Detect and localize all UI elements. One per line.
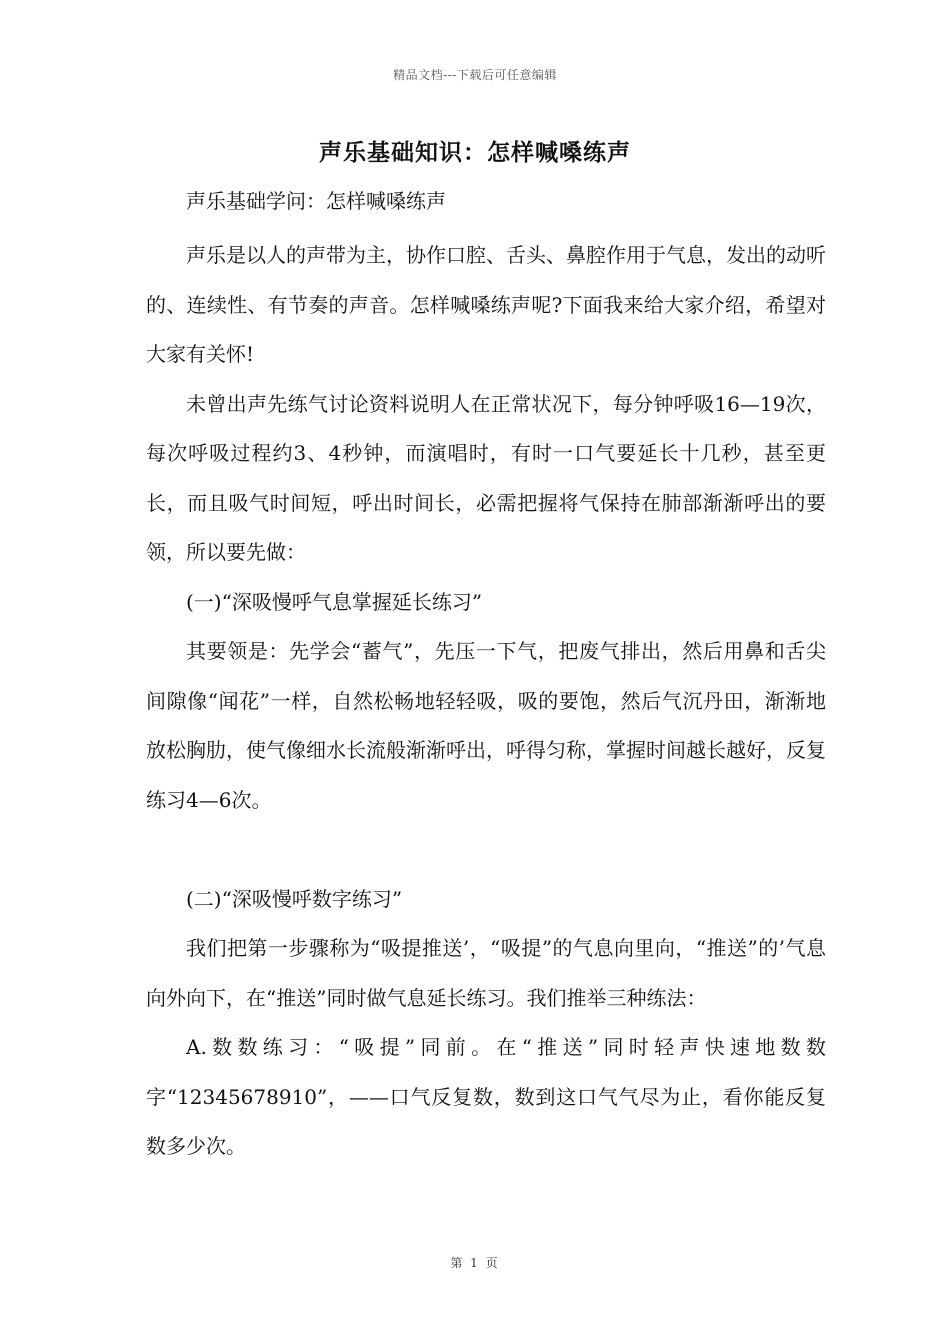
subtitle-paragraph: 声乐基础学问：怎样喊嗓练声 bbox=[186, 189, 446, 213]
section-heading-1: (一)“深吸慢呼气息掌握延长练习” bbox=[186, 589, 483, 614]
blank-line bbox=[146, 825, 826, 875]
intro-paragraph: 声乐是以人的声带为主，协作口腔、舌头、鼻腔作用于气息，发出的动听的、连续性、有节奏的声音。怎样喊嗓练声呢?下面我来给大家介绍，希望对大家有关怀! bbox=[146, 243, 826, 366]
section-heading-2: (二)“深吸慢呼数字练习” bbox=[186, 886, 403, 911]
exercise-a-paragraph: A.数数练习：“吸提”同前。在“推送”同时轻声快速地数数字“12345678910”，——口气反复数，数到这口气气尽为止，看你能反复数多少次。 bbox=[146, 1035, 826, 1158]
page-number: 第 1 页 bbox=[450, 1256, 500, 1270]
document-title: 声乐基础知识：怎样喊嗓练声 bbox=[319, 139, 631, 166]
breathing-paragraph: 未曾出声先练气讨论资料说明人在正常状况下，每分钟呼吸16—19次，每次呼吸过程约3、4秒钟，而演唱时，有时一口气要延长十几秒，甚至更长，而且吸气时间短，呼出时间长，必需把握将气保持在肺部渐渐呼出的要领，所以要先做： bbox=[146, 391, 826, 564]
method-paragraph-2: 我们把第一步骤称为“吸提推送’，“吸提”的气息向里向，“推送”的’气息向外向下，在“推送”同时做气息延长练习。我们推举三种练法： bbox=[146, 936, 826, 1010]
page-header: 精品文档---下载后可任意编辑 bbox=[393, 68, 557, 82]
document-body bbox=[146, 182, 826, 1172]
method-paragraph-1: 其要领是：先学会“蓄气”，先压一下气，把废气排出，然后用鼻和舌尖间隙像“闻花”一样，自然松畅地轻轻吸，吸的要饱，然后气沉丹田，渐渐地放松胸肋，使气像细水长流般渐渐呼出，呼得匀称，掌握时间越长越好，反复练习4—6次。 bbox=[146, 639, 826, 812]
